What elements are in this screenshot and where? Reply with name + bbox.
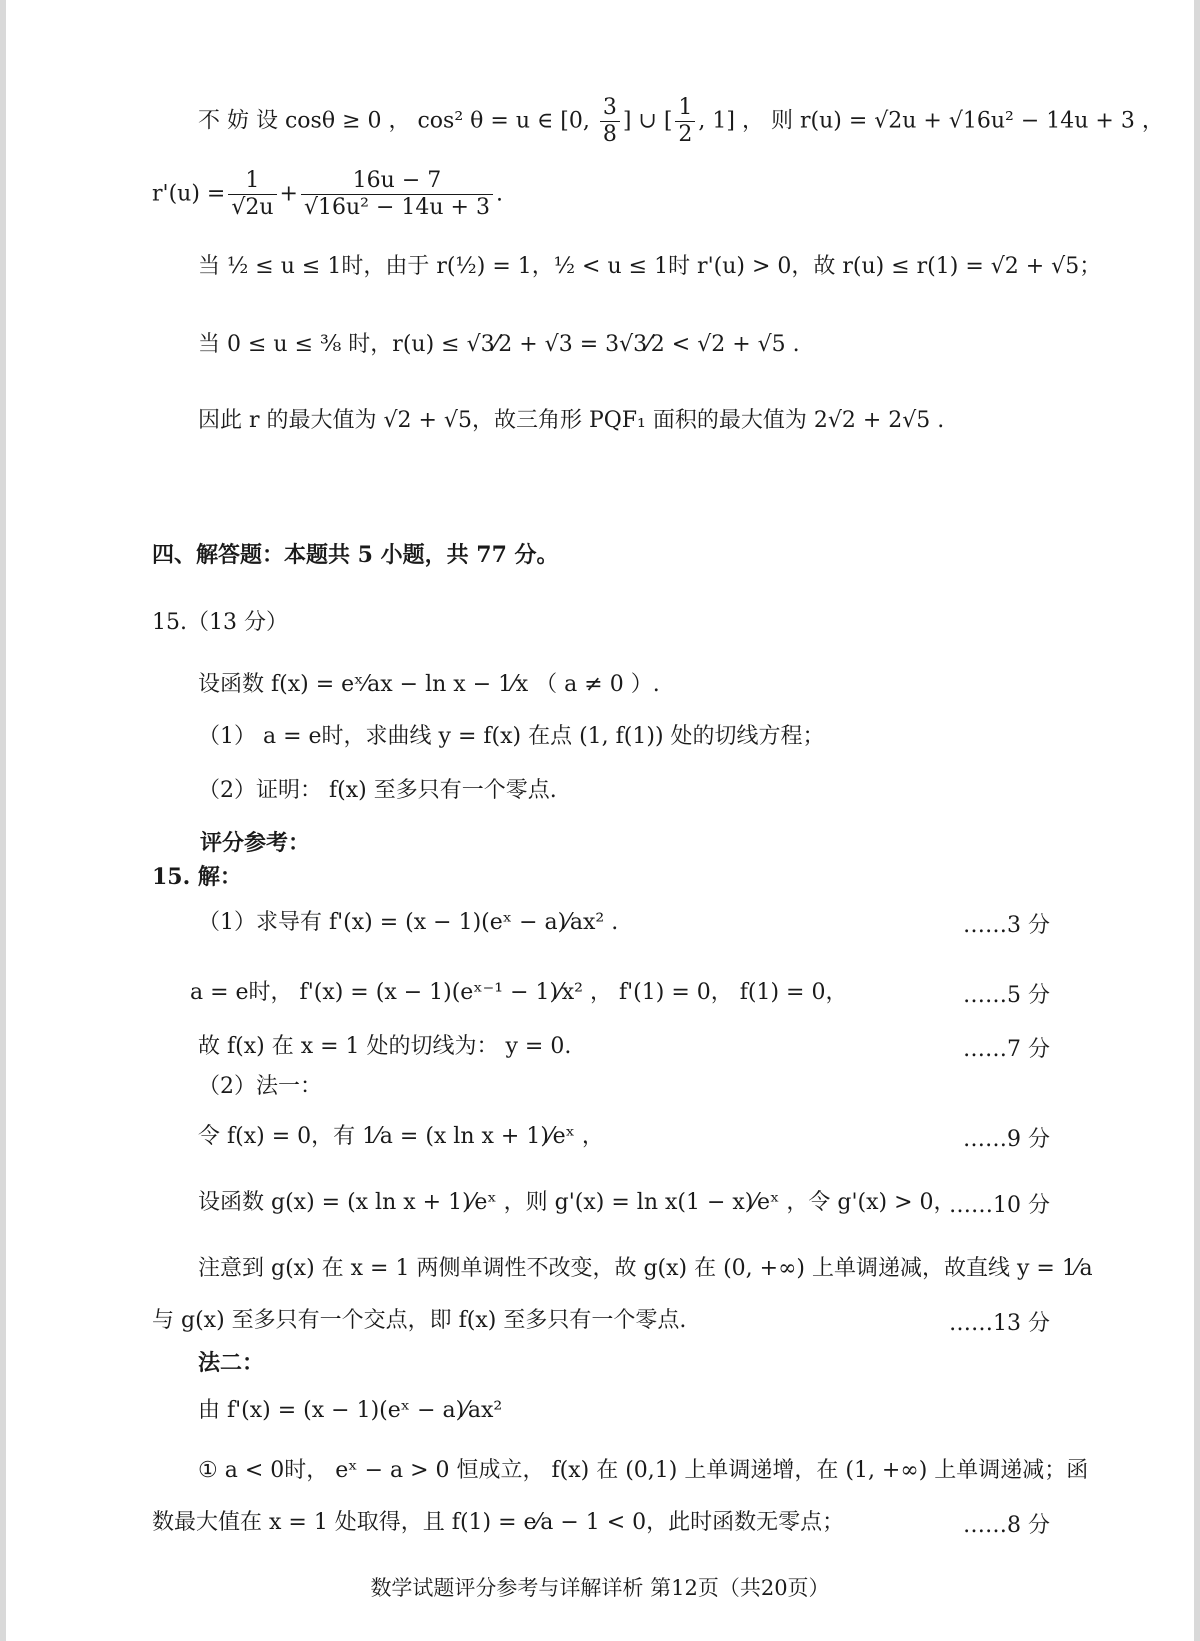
solution-step-10: 由 f'(x) = (x − 1)(eˣ − a)⁄ax² <box>198 1398 503 1423</box>
math-line-1-part-c: , 1] ， 则 r(u) = √2u + √16u² − 14u + 3 ， <box>698 108 1164 134</box>
score-step-1: ……3 分 <box>963 913 1050 938</box>
page-footer: 数学试题评分参考与详解详析 第12页（共20页） <box>370 1576 830 1600</box>
solution-step-1: （1）求导有 f'(x) = (x − 1)(eˣ − a)⁄ax² . <box>198 910 619 935</box>
solution-title: 15. 解： <box>152 864 242 890</box>
page-border-left <box>0 0 6 1641</box>
question-15-definition: 设函数 f(x) = eˣ⁄ax − ln x − 1⁄x （ a ≠ 0 ）. <box>198 672 660 697</box>
solution-step-3: 故 f(x) 在 x = 1 处的切线为： y = 0. <box>198 1034 572 1059</box>
solution-step-12: 数最大值在 x = 1 处取得，且 f(1) = e⁄a − 1 < 0，此时函数无零点； <box>152 1510 845 1535</box>
question-15-part-2: （2）证明： f(x) 至多只有一个零点. <box>198 778 557 803</box>
solution-method-1: （2）法一： <box>198 1074 322 1099</box>
score-step-3: ……7 分 <box>963 1037 1050 1062</box>
fraction-3-8: $\frac{3}{8}$ <box>600 95 620 148</box>
solution-method-2: 法二： <box>198 1350 265 1376</box>
score-step-12: ……8 分 <box>963 1513 1050 1538</box>
solution-step-5: 令 f(x) = 0，有 1⁄a = (x ln x + 1)⁄eˣ ， <box>198 1124 604 1149</box>
math-line-1 <box>198 95 1164 148</box>
math-line-3: 当 ½ ≤ u ≤ 1时，由于 r(½) = 1，½ < u ≤ 1时 r'(u) > 0，故 r(u) ≤ r(1) = √2 + √5； <box>198 254 1102 279</box>
math-line-4: 当 0 ≤ u ≤ ³⁄₈ 时，r(u) ≤ √3⁄2 + √3 = 3√3⁄2 < √2 + √5 . <box>198 332 800 357</box>
math-line-2-part-a: r'(u) = <box>152 181 226 207</box>
math-line-2-part-b: + <box>279 181 298 207</box>
math-line-1-part-b: ] ∪ [ <box>622 108 673 134</box>
score-step-2: ……5 分 <box>963 983 1050 1008</box>
score-step-8: ……13 分 <box>949 1311 1050 1336</box>
question-15-part-1: （1） a = e时，求曲线 y = f(x) 在点 (1, f(1)) 处的切线方程； <box>198 724 825 749</box>
math-line-1-part-a: 不 妨 设 cosθ ≥ 0 ， cos² θ = u ∈ [0, <box>198 108 597 134</box>
math-line-2 <box>152 168 503 221</box>
score-step-6: ……10 分 <box>949 1193 1050 1218</box>
scoring-reference-title: 评分参考： <box>200 830 311 856</box>
solution-step-11: ① a < 0时， eˣ − a > 0 恒成立， f(x) 在 (0,1) 上单调递增，在 (1, +∞) 上单调递减；函 <box>198 1458 1089 1483</box>
fraction-1-sqrt2u: $\frac{1}{√2u}$ <box>228 168 276 221</box>
solution-step-7: 注意到 g(x) 在 x = 1 两侧单调性不改变，故 g(x) 在 (0, +∞) 上单调递减，故直线 y = 1⁄a <box>198 1256 1093 1281</box>
section-heading: 四、解答题：本题共 5 小题，共 77 分。 <box>152 542 559 568</box>
page-border-right <box>1194 0 1200 1641</box>
fraction-1-2: $\frac{1}{2}$ <box>675 95 695 148</box>
score-step-5: ……9 分 <box>963 1127 1050 1152</box>
solution-step-2: a = e时， f'(x) = (x − 1)(eˣ⁻¹ − 1)⁄x² ， f'(1) = 0， f(1) = 0， <box>190 980 848 1005</box>
solution-step-6: 设函数 g(x) = (x ln x + 1)⁄eˣ ，则 g'(x) = ln x(1 − x)⁄eˣ ，令 g'(x) > 0， <box>198 1190 956 1215</box>
question-15-title: 15.（13 分） <box>152 610 288 635</box>
math-line-2-part-c: . <box>495 181 503 207</box>
math-line-5: 因此 r 的最大值为 √2 + √5，故三角形 PQF₁ 面积的最大值为 2√2 + 2√5 . <box>198 408 945 433</box>
fraction-16u-7: $\frac{16u - 7}{\text{√16u² − 14u + 3}}$ <box>301 168 493 221</box>
solution-step-8: 与 g(x) 至多只有一个交点，即 f(x) 至多只有一个零点. <box>152 1308 687 1333</box>
